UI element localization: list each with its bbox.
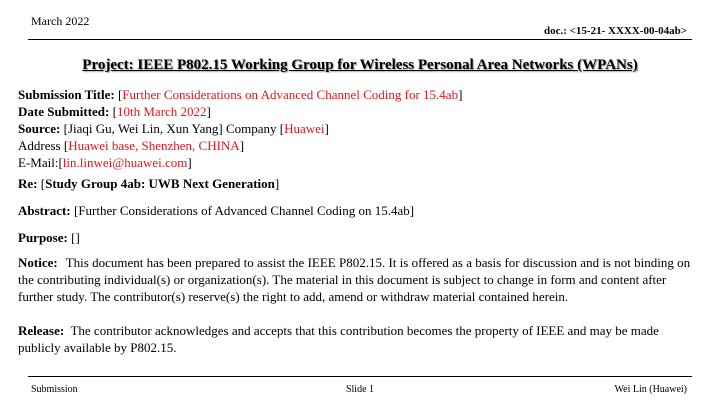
release-label: Release: — [18, 323, 65, 338]
release-text: The contributor acknowledges and accepts that this contribution becomes the property of IEEE and may be made publicly available by P802.15. — [18, 323, 659, 355]
re-value: Study Group 4ab: UWB Next Generation — [45, 176, 275, 191]
email-line: E-Mail:[lin.linwei@huawei.com] — [18, 155, 192, 170]
notice-text: This document has been prepared to assist the IEEE P802.15. It is offered as a basis for discussion and is not binding on the contributing individual(s) or organization(s). The material in this document is subject to change in form and content after further study. The contributor(s) reserve(s) the right to add, amend or withdraw material contained herein. — [18, 255, 691, 304]
notice-paragraph — [18, 254, 700, 305]
email-value[interactable]: lin.linwei@huawei.com — [62, 155, 188, 170]
date-submitted-line: Date Submitted: [10th March 2022] — [18, 104, 211, 119]
re-line: Re: [Study Group 4ab: UWB Next Generation] — [18, 176, 280, 191]
date-submitted-value: 10th March 2022 — [116, 104, 207, 119]
company-label: Company — [225, 121, 277, 136]
date-submitted-label: Date Submitted: — [18, 104, 110, 119]
footer-left: Submission — [31, 384, 78, 395]
header-date: March 2022 — [31, 14, 90, 28]
purpose-line: Purpose: [] — [18, 230, 80, 245]
header-doc-id: doc.: <15-21- XXXX-00-04ab> — [544, 25, 687, 37]
source-line: Source: [Jiaqi Gu, Wei Lin, Xun Yang] Company [Huawei] — [18, 121, 329, 136]
footer-divider — [28, 376, 692, 377]
email-label: E-Mail: — [18, 155, 59, 170]
release-paragraph — [18, 322, 700, 356]
re-label: Re: — [18, 176, 38, 191]
source-names: Jiaqi Gu, Wei Lin, Xun Yang — [67, 121, 219, 136]
abstract-label: Abstract: — [18, 203, 71, 218]
notice-label: Notice: — [18, 255, 58, 270]
source-label: Source: — [18, 121, 61, 136]
submission-title-label: Submission Title: — [18, 87, 115, 102]
footer-author: Wei Lin (Huawei) — [614, 384, 687, 395]
address-value: Huawei base, Shenzhen, CHINA — [68, 138, 240, 153]
address-label: Address — [18, 138, 61, 153]
abstract-line: Abstract: [Further Considerations of Advanced Channel Coding on 15.4ab] — [18, 203, 415, 218]
purpose-label: Purpose: — [18, 230, 68, 245]
document-body — [18, 86, 700, 356]
footer-slide-number: Slide 1 — [345, 384, 375, 395]
company-value: Huawei — [284, 121, 325, 136]
abstract-value: Further Considerations of Advanced Channel Coding on 15.4ab — [78, 203, 410, 218]
header-divider — [28, 39, 692, 40]
address-line: Address [Huawei base, Shenzhen, CHINA] — [18, 138, 245, 153]
document-title: Project: IEEE P802.15 Working Group for Wireless Personal Area Networks (WPANs) — [82, 57, 638, 73]
submission-title-value: Further Considerations on Advanced Channel Coding for 15.4ab — [122, 87, 459, 102]
submission-title-line: Submission Title: [Further Considerations on Advanced Channel Coding for 15.4ab] — [18, 87, 463, 102]
